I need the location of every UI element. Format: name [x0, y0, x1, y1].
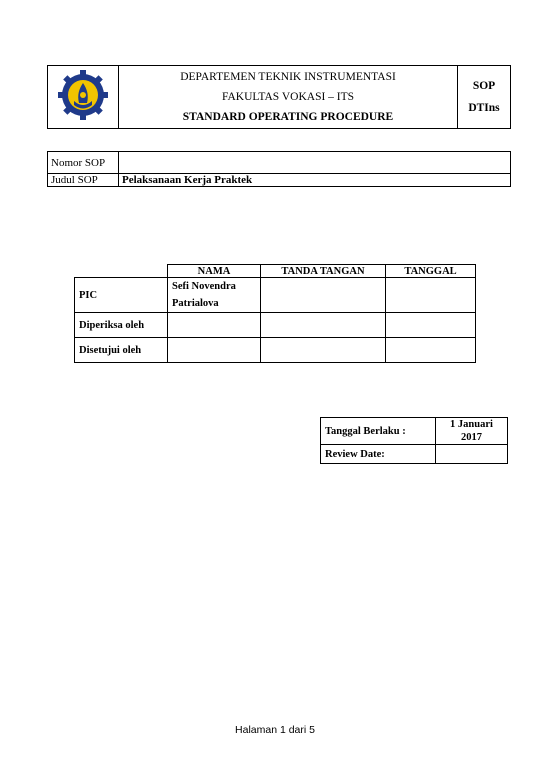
header-title-cell	[119, 66, 458, 129]
judul-sop-value: Pelaksanaan Kerja Praktek	[119, 174, 511, 187]
faculty-title: FAKULTAS VOKASI – ITS	[221, 91, 355, 103]
diperiksa-name	[168, 313, 261, 338]
review-date-value	[436, 445, 508, 464]
header-tanggal: TANGGAL	[386, 265, 476, 278]
tanggal-berlaku-value	[436, 418, 508, 445]
pic-name	[168, 278, 261, 313]
tanggal-berlaku-label: Tanggal Berlaku :	[321, 418, 436, 445]
pic-signature	[261, 278, 386, 313]
tanggal-berlaku-line2: 2017	[461, 432, 482, 443]
date-table	[320, 417, 508, 464]
disetujui-name	[168, 338, 261, 363]
diperiksa-signature	[261, 313, 386, 338]
pic-date	[386, 278, 476, 313]
diperiksa-label: Diperiksa oleh	[75, 313, 168, 338]
disetujui-signature	[261, 338, 386, 363]
approval-corner	[75, 265, 168, 278]
document-title: STANDARD OPERATING PROCEDURE	[182, 111, 394, 123]
tanggal-berlaku-line1: 1 Januari	[450, 419, 493, 430]
sop-label: SOP	[472, 80, 496, 92]
approval-table	[74, 264, 476, 363]
logo-cell	[48, 66, 119, 129]
sop-code: DTIns	[468, 102, 500, 114]
page-footer: Halaman 1 dari 5	[235, 724, 315, 736]
header-nama: NAMA	[168, 265, 261, 278]
judul-sop-label: Judul SOP	[48, 174, 119, 187]
diperiksa-date	[386, 313, 476, 338]
sop-code-cell	[458, 66, 511, 129]
review-date-label: Review Date:	[321, 445, 436, 464]
pic-label: PIC	[75, 278, 168, 313]
pic-name-line1: Sefi Novendra	[172, 281, 236, 292]
department-title: DEPARTEMEN TEKNIK INSTRUMENTASI	[180, 71, 396, 83]
disetujui-date	[386, 338, 476, 363]
pic-name-line2: Patrialova	[172, 298, 219, 309]
sop-info-table	[47, 151, 511, 187]
its-logo-icon	[55, 67, 111, 123]
header-table	[47, 65, 511, 129]
nomor-sop-label: Nomor SOP	[48, 152, 119, 174]
nomor-sop-value	[119, 152, 511, 174]
header-tanda-tangan: TANDA TANGAN	[261, 265, 386, 278]
disetujui-label: Disetujui oleh	[75, 338, 168, 363]
